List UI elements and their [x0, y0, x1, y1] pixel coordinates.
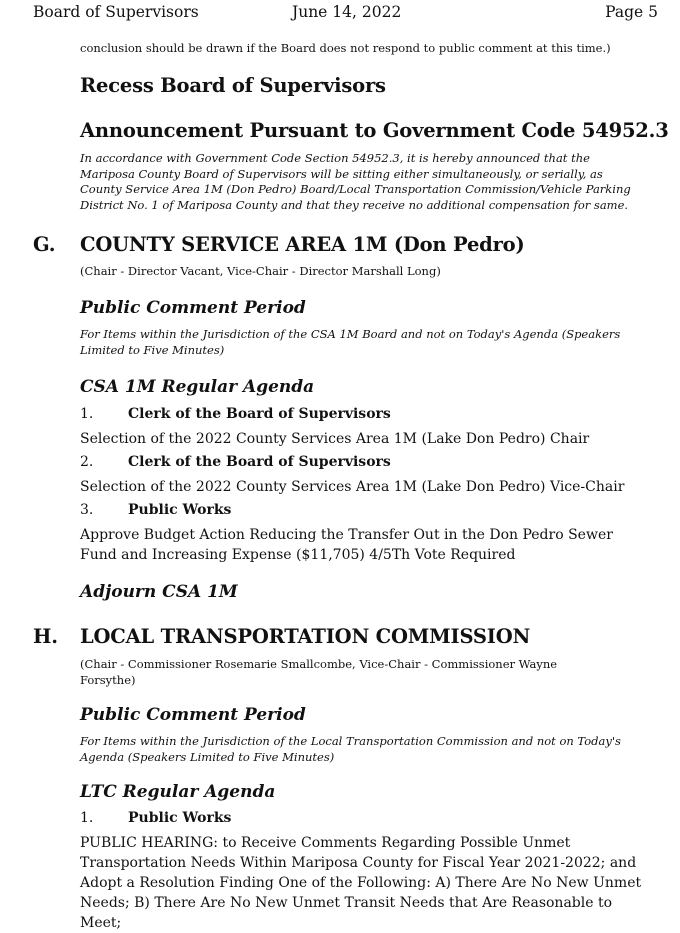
- section-h-title: LOCAL TRANSPORTATION COMMISSION: [80, 625, 531, 648]
- agenda-item-description: [80, 833, 652, 933]
- description-line: PUBLIC HEARING: to Receive Comments Regarding Possible Unmet: [80, 835, 571, 851]
- header-page-number: Page 5: [605, 3, 658, 21]
- public-comment-line: Limited to Five Minutes): [80, 342, 225, 357]
- announcement-line: County Service Area 1M (Don Pedro) Board/Local Transportation Commission/Vehicle Parking: [80, 182, 631, 196]
- section-g-agenda-heading: CSA 1M Regular Agenda: [80, 377, 315, 397]
- announcement-line: Mariposa County Board of Supervisors will be sitting either simultaneously, or serially, as: [80, 166, 603, 181]
- agenda-item-number: 1.: [80, 810, 94, 826]
- agenda-item-title: Clerk of the Board of Supervisors: [128, 406, 391, 422]
- section-h-public-comment-text: [80, 734, 652, 765]
- announcement-heading: Announcement Pursuant to Government Code 54952.3: [80, 119, 669, 142]
- agenda-item-number: 3.: [80, 502, 94, 518]
- recess-heading: Recess Board of Supervisors: [80, 74, 386, 97]
- agenda-item-title: Public Works: [128, 502, 232, 518]
- announcement-line: District No. 1 of Mariposa County and that they receive no additional compensation for same.: [80, 197, 629, 212]
- agenda-item-description: [80, 525, 652, 565]
- agenda-item-description: Selection of the 2022 County Services Area 1M (Lake Don Pedro) Chair: [80, 431, 590, 447]
- section-g-public-comment-heading: Public Comment Period: [80, 298, 306, 318]
- agenda-item-number: 2.: [80, 454, 94, 470]
- section-g-public-comment-text: [80, 327, 652, 358]
- section-g-letter: G.: [33, 233, 56, 256]
- description-line: Adopt a Resolution Finding One of the Following: A) There Are No New Unmet: [80, 875, 642, 891]
- section-h-letter: H.: [33, 625, 58, 648]
- section-h-agenda-heading: LTC Regular Agenda: [80, 782, 276, 802]
- public-comment-line: For Items within the Jurisdiction of the CSA 1M Board and not on Today's Agenda (Speakers: [80, 327, 621, 341]
- chair-line: Forsythe): [80, 672, 136, 687]
- section-h-public-comment-heading: Public Comment Period: [80, 705, 306, 725]
- description-line: Fund and Increasing Expense ($11,705) 4/5Th Vote Required: [80, 547, 516, 563]
- agenda-item-title: Clerk of the Board of Supervisors: [128, 454, 391, 470]
- section-g-adjourn: Adjourn CSA 1M: [80, 582, 238, 602]
- announcement-text: [80, 151, 652, 213]
- continuation-text: conclusion should be drawn if the Board does not respond to public comment at this time.): [80, 41, 611, 55]
- agenda-item-title: Public Works: [128, 810, 232, 826]
- section-g-title: COUNTY SERVICE AREA 1M (Don Pedro): [80, 233, 525, 256]
- description-line: Approve Budget Action Reducing the Transfer Out in the Don Pedro Sewer: [80, 527, 613, 543]
- description-line: Transportation Needs Within Mariposa County for Fiscal Year 2021-2022; and: [80, 855, 637, 871]
- description-line: Needs; B) There Are No New Unmet Transit Needs that Are Reasonable to Meet;: [80, 895, 613, 931]
- section-g-chair: (Chair - Director Vacant, Vice-Chair - Director Marshall Long): [80, 264, 441, 278]
- agenda-item-number: 1.: [80, 406, 94, 422]
- section-h-chair: [80, 657, 652, 688]
- announcement-line: In accordance with Government Code Section 54952.3, it is hereby announced that the: [80, 151, 590, 165]
- chair-line: (Chair - Commissioner Rosemarie Smallcombe, Vice-Chair - Commissioner Wayne: [80, 657, 558, 671]
- header-board-name: Board of Supervisors: [33, 3, 199, 21]
- public-comment-line: Agenda (Speakers Limited to Five Minutes): [80, 749, 335, 764]
- public-comment-line: For Items within the Jurisdiction of the Local Transportation Commission and not on Today's: [80, 734, 621, 748]
- agenda-item-description: Selection of the 2022 County Services Area 1M (Lake Don Pedro) Vice-Chair: [80, 479, 625, 495]
- header-date: June 14, 2022: [292, 3, 402, 21]
